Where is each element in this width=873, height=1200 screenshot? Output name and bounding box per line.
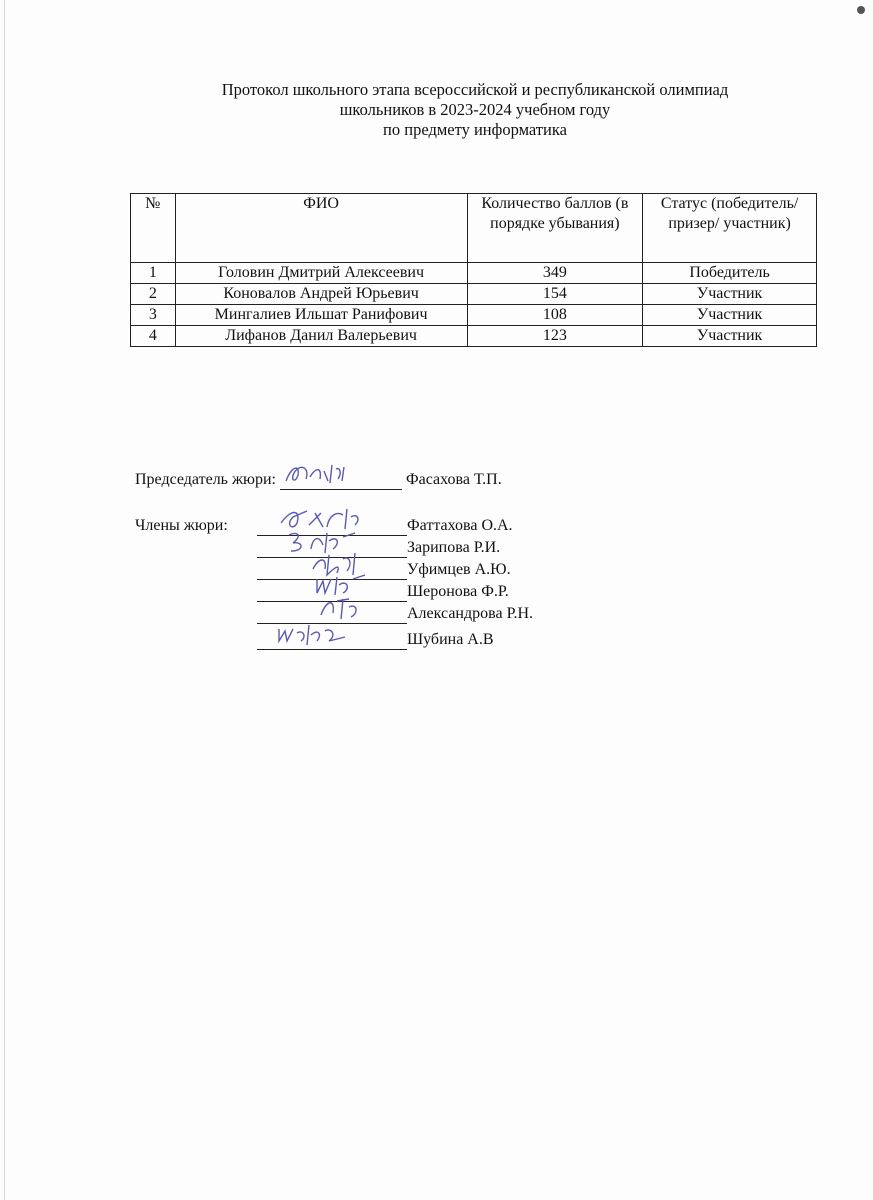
cell-status: Участник [643,326,817,347]
header-status: Статус (победитель/ призер/ участник) [643,194,817,263]
table-row [131,326,817,347]
table-row [131,284,817,305]
cell-name: Лифанов Данил Валерьевич [175,326,467,347]
cell-status: Победитель [643,263,817,284]
cell-status: Участник [643,305,817,326]
cell-name: Мингалиев Ильшат Ранифович [175,305,467,326]
document-title [100,80,850,140]
title-line-2: школьников в 2023-2024 учебном году [339,100,611,119]
jury-member-name: Шеронова Ф.Р. [407,583,509,600]
scan-hole-mark [857,6,865,14]
cell-status: Участник [643,284,817,305]
jury-chair-label: Председатель жюри: [135,471,276,488]
jury-member [257,630,494,650]
jury-chair-name: Фасахова Т.П. [406,471,502,488]
jury-member-name: Шубина А.В [407,631,494,648]
cell-name: Коновалов Андрей Юрьевич [175,284,467,305]
signature-chair-icon [280,459,370,489]
signature-line [257,633,407,650]
cell-num: 1 [131,263,176,284]
cell-score: 154 [467,284,643,305]
jury-member-name: Фаттахова О.А. [407,517,513,534]
cell-num: 3 [131,305,176,326]
table-row [131,305,817,326]
signature-line [280,473,402,490]
cell-score: 123 [467,326,643,347]
jury-member-name: Зарипова Р.И. [407,539,501,556]
cell-num: 4 [131,326,176,347]
results-table [130,193,817,347]
cell-score: 349 [467,263,643,284]
cell-score: 108 [467,305,643,326]
jury-member-name: Александрова Р.Н. [407,605,534,622]
scan-edge [4,0,5,1200]
header-num: № [131,194,176,263]
jury-member-name: Уфимцев А.Ю. [407,561,511,578]
cell-name: Головин Дмитрий Алексеевич [175,263,467,284]
cell-num: 2 [131,284,176,305]
jury-members-label: Члены жюри: [135,517,228,534]
table-row [131,263,817,284]
header-name: ФИО [175,194,467,263]
title-line-3: по предмету информатика [383,120,567,139]
signature-member-6-icon [275,619,375,649]
table-header-row [131,194,817,263]
header-score: Количество баллов (в порядке убывания) [467,194,643,263]
title-line-1: Протокол школьного этапа всероссийской и республиканской олимпиад [221,80,729,99]
jury-chair-line [135,470,502,490]
